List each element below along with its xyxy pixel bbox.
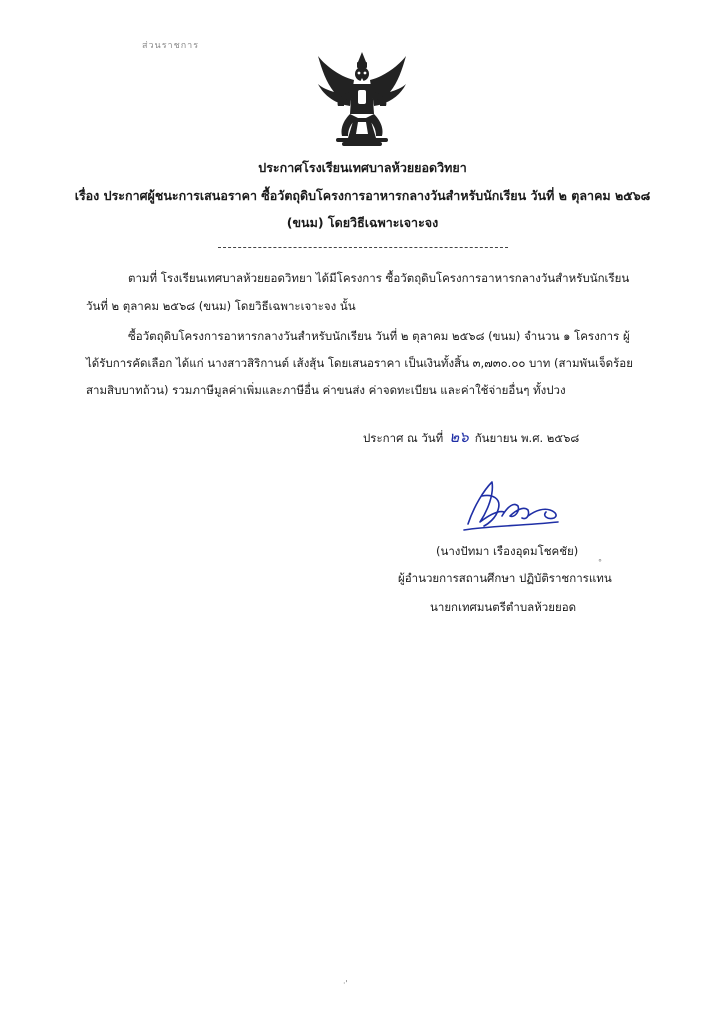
body-paragraph-1-cont: วันที่ ๒ ตุลาคม ๒๕๖๘ (ขนม) โดยวิธีเฉพาะเจาะจง นั้น [86,299,356,313]
announcement-prefix: ประกาศ ณ วันที่ [363,431,444,445]
garuda-emblem-icon [314,50,410,150]
divider [218,247,508,248]
announcement-day: ๒๖ [449,428,469,446]
signature-icon [458,476,568,538]
document-subject-cont: (ขนม) โดยวิธีเฉพาะเจาะจง [286,215,439,230]
corner-mark: ส่วนราชการ [142,41,200,51]
document-subject: เรื่อง ประกาศผู้ชนะการเสนอราคา ซื้อวัตถุดิบโครงการอาหารกลางวันสำหรับนักเรียน วันที่ ๒ ตุลาคม ๒๕๖๘ [74,188,651,203]
signatory-position: ผู้อำนวยการสถานศึกษา ปฏิบัติราชการแทน [398,571,612,585]
announcement-date [363,427,579,448]
body-paragraph-2: ซื้อวัตถุดิบโครงการอาหารกลางวันสำหรับนักเรียน วันที่ ๒ ตุลาคม ๒๕๖๘ (ขนม) จำนวน ๑ โครงการ ผู้ [128,329,630,343]
signatory-name: (นางปัทมา เรืองอุดมโชคชัย) [436,544,579,558]
body-paragraph-2-line3: สามสิบบาทถ้วน) รวมภาษีมูลค่าเพิ่มและภาษีอื่น ค่าขนส่ง ค่าจดทะเบียน และค่าใช้จ่ายอื่นๆ ทั้งปวง [86,383,566,397]
body-paragraph-2-line2: ได้รับการคัดเลือก ได้แก่ นางสาวสิริกานต์ เส้งสุ้น โดยเสนอราคา เป็นเงินทั้งสิ้น ๓,๗๓๐.๐๐ บาท (สามพันเจ็ดร้อย [86,356,633,370]
signatory-title: นายกเทศมนตรีตำบลห้วยยอด [430,600,577,614]
scan-speck-bottom: ·' [343,979,348,988]
document-heading: ประกาศโรงเรียนเทศบาลห้วยยอดวิทยา [258,160,467,175]
announcement-suffix: กันยายน พ.ศ. ๒๕๖๘ [474,431,580,445]
body-paragraph-1: ตามที่ โรงเรียนเทศบาลห้วยยอดวิทยา ได้มีโครงการ ซื้อวัตถุดิบโครงการอาหารกลางวันสำหรับนักเรียน [128,271,630,285]
scan-speck: ° [598,558,602,567]
